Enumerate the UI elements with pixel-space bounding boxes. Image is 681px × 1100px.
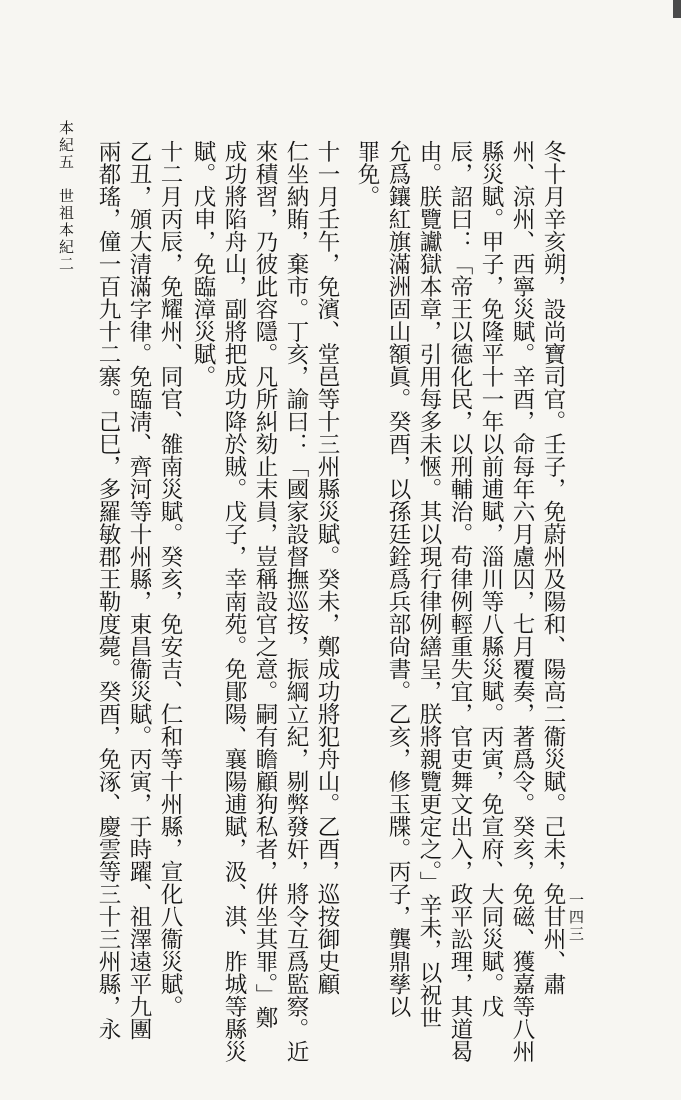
running-head: 本紀五 世祖本紀二 xyxy=(57,120,75,273)
text-column-14: 乙丑，頒大清滿字律。免臨淸、齊河等十州縣，東昌衞災賦。丙寅，于時躍、祖澤遠平九團 xyxy=(126,140,152,1040)
text-column-8: 十一月壬午，免濱、堂邑等十三州縣災賦。癸未，鄭成功將犯舟山。乙酉，巡按御史顧 xyxy=(314,140,340,995)
text-column-12: 賦。戊申，免臨漳災賦。 xyxy=(190,140,216,388)
text-column-7: 罪免。 xyxy=(354,140,380,208)
text-column-15: 兩都瑤，僮一百九十二寨。己巳，多羅敏郡王勒度薨。癸酉，免涿、慶雲等三十三州縣，永 xyxy=(95,140,121,1040)
text-column-2: 州、涼州、西寧災賦。辛酉，命每年六月慮囚，七月覆奏，著爲令。癸亥，免磁、獲嘉等八州 xyxy=(509,140,535,1063)
text-column-1: 冬十月辛亥朔，設尚寶司官。壬子，免蔚州及陽和、陽高二衞災賦。己未，免甘州、肅 xyxy=(540,140,566,995)
text-column-4: 辰，詔曰：「帝王以德化民，以刑輔治。苟律例輕重失宜，官吏舞文出入，政平訟理，其道曷 xyxy=(447,140,473,1063)
scan-edge-mark xyxy=(673,0,681,18)
text-column-13: 十二月丙辰，免耀州、同官、雒南災賦。癸亥，免安吉、仁和等十州縣，宣化八衞災賦。 xyxy=(157,140,183,1018)
text-column-11: 成功將陷舟山，副將把成功降於賊。戊子，幸南苑。免鄖陽、襄陽逋賦，汲、淇、胙城等縣災 xyxy=(221,140,247,1063)
text-column-10: 來積習，乃彼此容隱。凡所糾劾止末員，豈稱設官之意。嗣有瞻顧狗私者，倂坐其罪。」鄭 xyxy=(252,140,278,1029)
text-column-9: 仁坐納賄，棄市。丁亥，諭曰：「國家設督撫巡按，振綱立紀，剔弊發奸，將令互爲監察。近 xyxy=(283,140,309,1063)
text-column-5: 由。朕覽讞獄本章，引用每多未愜。其以現行律例繕呈，朕將親覽更定之。」辛未，以祝世 xyxy=(416,140,442,1029)
page-number: 一四三 xyxy=(567,892,585,943)
text-column-6: 允爲鑲紅旗滿洲固山額眞。癸酉，以孫廷銓爲兵部尙書。乙亥，修玉牒。丙子，龔鼎孳以 xyxy=(385,140,411,1018)
text-column-3: 縣災賦。甲子，免隆平十一年以前逋賦，淄川等八縣災賦。丙寅，免宣府、大同災賦。戊 xyxy=(478,140,504,1018)
